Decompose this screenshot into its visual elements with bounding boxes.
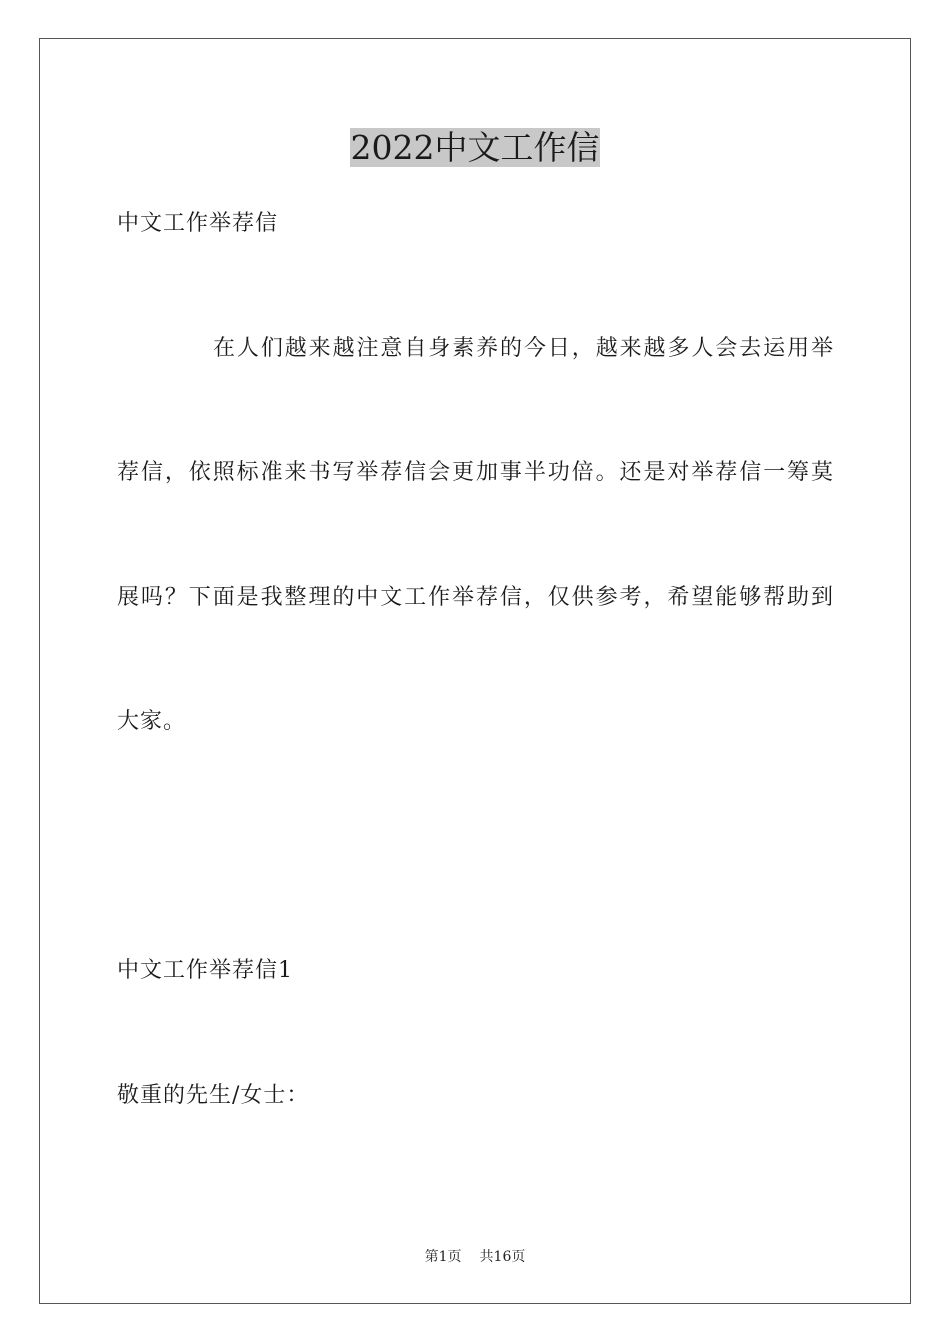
letter-heading: 中文工作举荐信	[117, 211, 279, 236]
salutation: 敬重的先生/女士：	[117, 1083, 310, 1108]
document-title-text: 2022中文工作信	[350, 128, 600, 167]
page-footer	[0, 1247, 950, 1267]
intro-paragraph-line: 大家。	[117, 709, 187, 734]
page-total: 共16页	[479, 1249, 526, 1265]
intro-paragraph-line: 展吗？下面是我整理的中文工作举荐信，仅供参考，希望能够帮助到	[117, 585, 833, 610]
page-number: 第1页	[424, 1249, 462, 1265]
intro-paragraph-line: 荐信，依照标准来书写举荐信会更加事半功倍。还是对举荐信一筹莫	[117, 460, 833, 485]
document-title	[0, 126, 950, 170]
intro-paragraph-line: 在人们越来越注意自身素养的今日，越来越多人会去运用举	[213, 336, 833, 361]
section-title: 中文工作举荐信1	[117, 958, 293, 983]
